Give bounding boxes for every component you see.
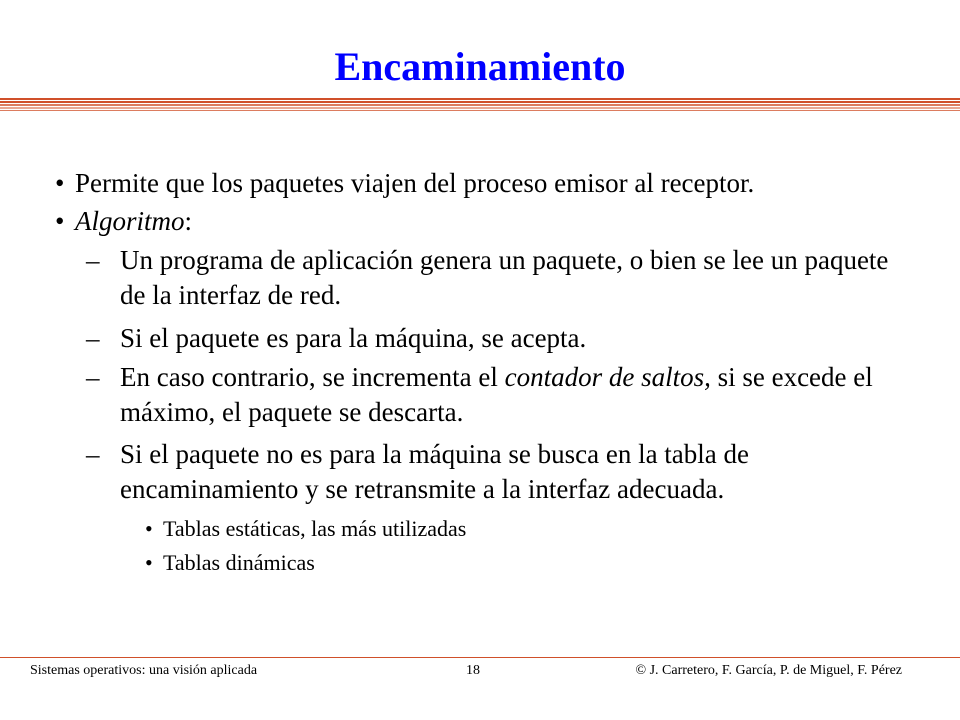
sub-bullet-4-text: Si el paquete no es para la máquina se busca en la tabla de encaminamiento y se retransmite a la interfaz adecuada. xyxy=(120,439,750,504)
sub-bullet-3 xyxy=(86,360,900,430)
sub-bullet-1 xyxy=(86,243,900,313)
sub-sub-bullet-1 xyxy=(145,514,863,544)
sub-bullet-3-text-after: si se excede el máximo, el paquete se descarta. xyxy=(120,362,873,427)
bullet-1-marker: • xyxy=(55,168,65,198)
footer-rule xyxy=(0,657,960,658)
sub-bullet-3-italic-text: contador de saltos, xyxy=(504,362,711,392)
sub-bullet-2 xyxy=(86,321,900,356)
footer-book-title: Sistemas operativos: una visión aplicada xyxy=(30,663,258,678)
sub-bullet-1-marker: – xyxy=(86,245,100,275)
sub-sub-bullet-1-marker: • xyxy=(145,516,153,541)
sub-bullet-4-marker: – xyxy=(86,439,100,469)
bullet-1-text: Permite que los paquetes viajen del proceso emisor al receptor. xyxy=(75,168,755,198)
bullet-2-colon: : xyxy=(184,206,193,236)
sub-bullet-1-text: Un programa de aplicación genera un paquete, o bien se lee un paquete de la interfaz de red. xyxy=(120,245,889,310)
sub-bullet-2-marker: – xyxy=(86,323,100,353)
sub-sub-bullet-2-text: Tablas dinámicas xyxy=(163,550,315,575)
title-underline-rule xyxy=(0,98,960,112)
bullet-2 xyxy=(55,204,925,239)
sub-sub-bullet-2-marker: • xyxy=(145,550,153,575)
sub-sub-bullet-1-text: Tablas estáticas, las más utilizadas xyxy=(163,516,467,541)
footer-page-number: 18 xyxy=(466,663,480,678)
slide-title: Encaminamiento xyxy=(334,44,626,89)
sub-bullet-3-marker: – xyxy=(86,362,100,392)
bullet-1 xyxy=(55,166,925,201)
bullet-2-marker: • xyxy=(55,206,65,236)
sub-bullet-3-text-before: En caso contrario, se incrementa el xyxy=(120,362,505,392)
footer-copyright: © J. Carretero, F. García, P. de Miguel, F. Pérez xyxy=(635,663,902,678)
sub-bullet-2-text: Si el paquete es para la máquina, se acepta. xyxy=(120,323,587,353)
sub-sub-bullet-2 xyxy=(145,548,863,578)
bullet-2-italic-text: Algoritmo xyxy=(75,206,185,236)
sub-bullet-4 xyxy=(86,437,900,507)
